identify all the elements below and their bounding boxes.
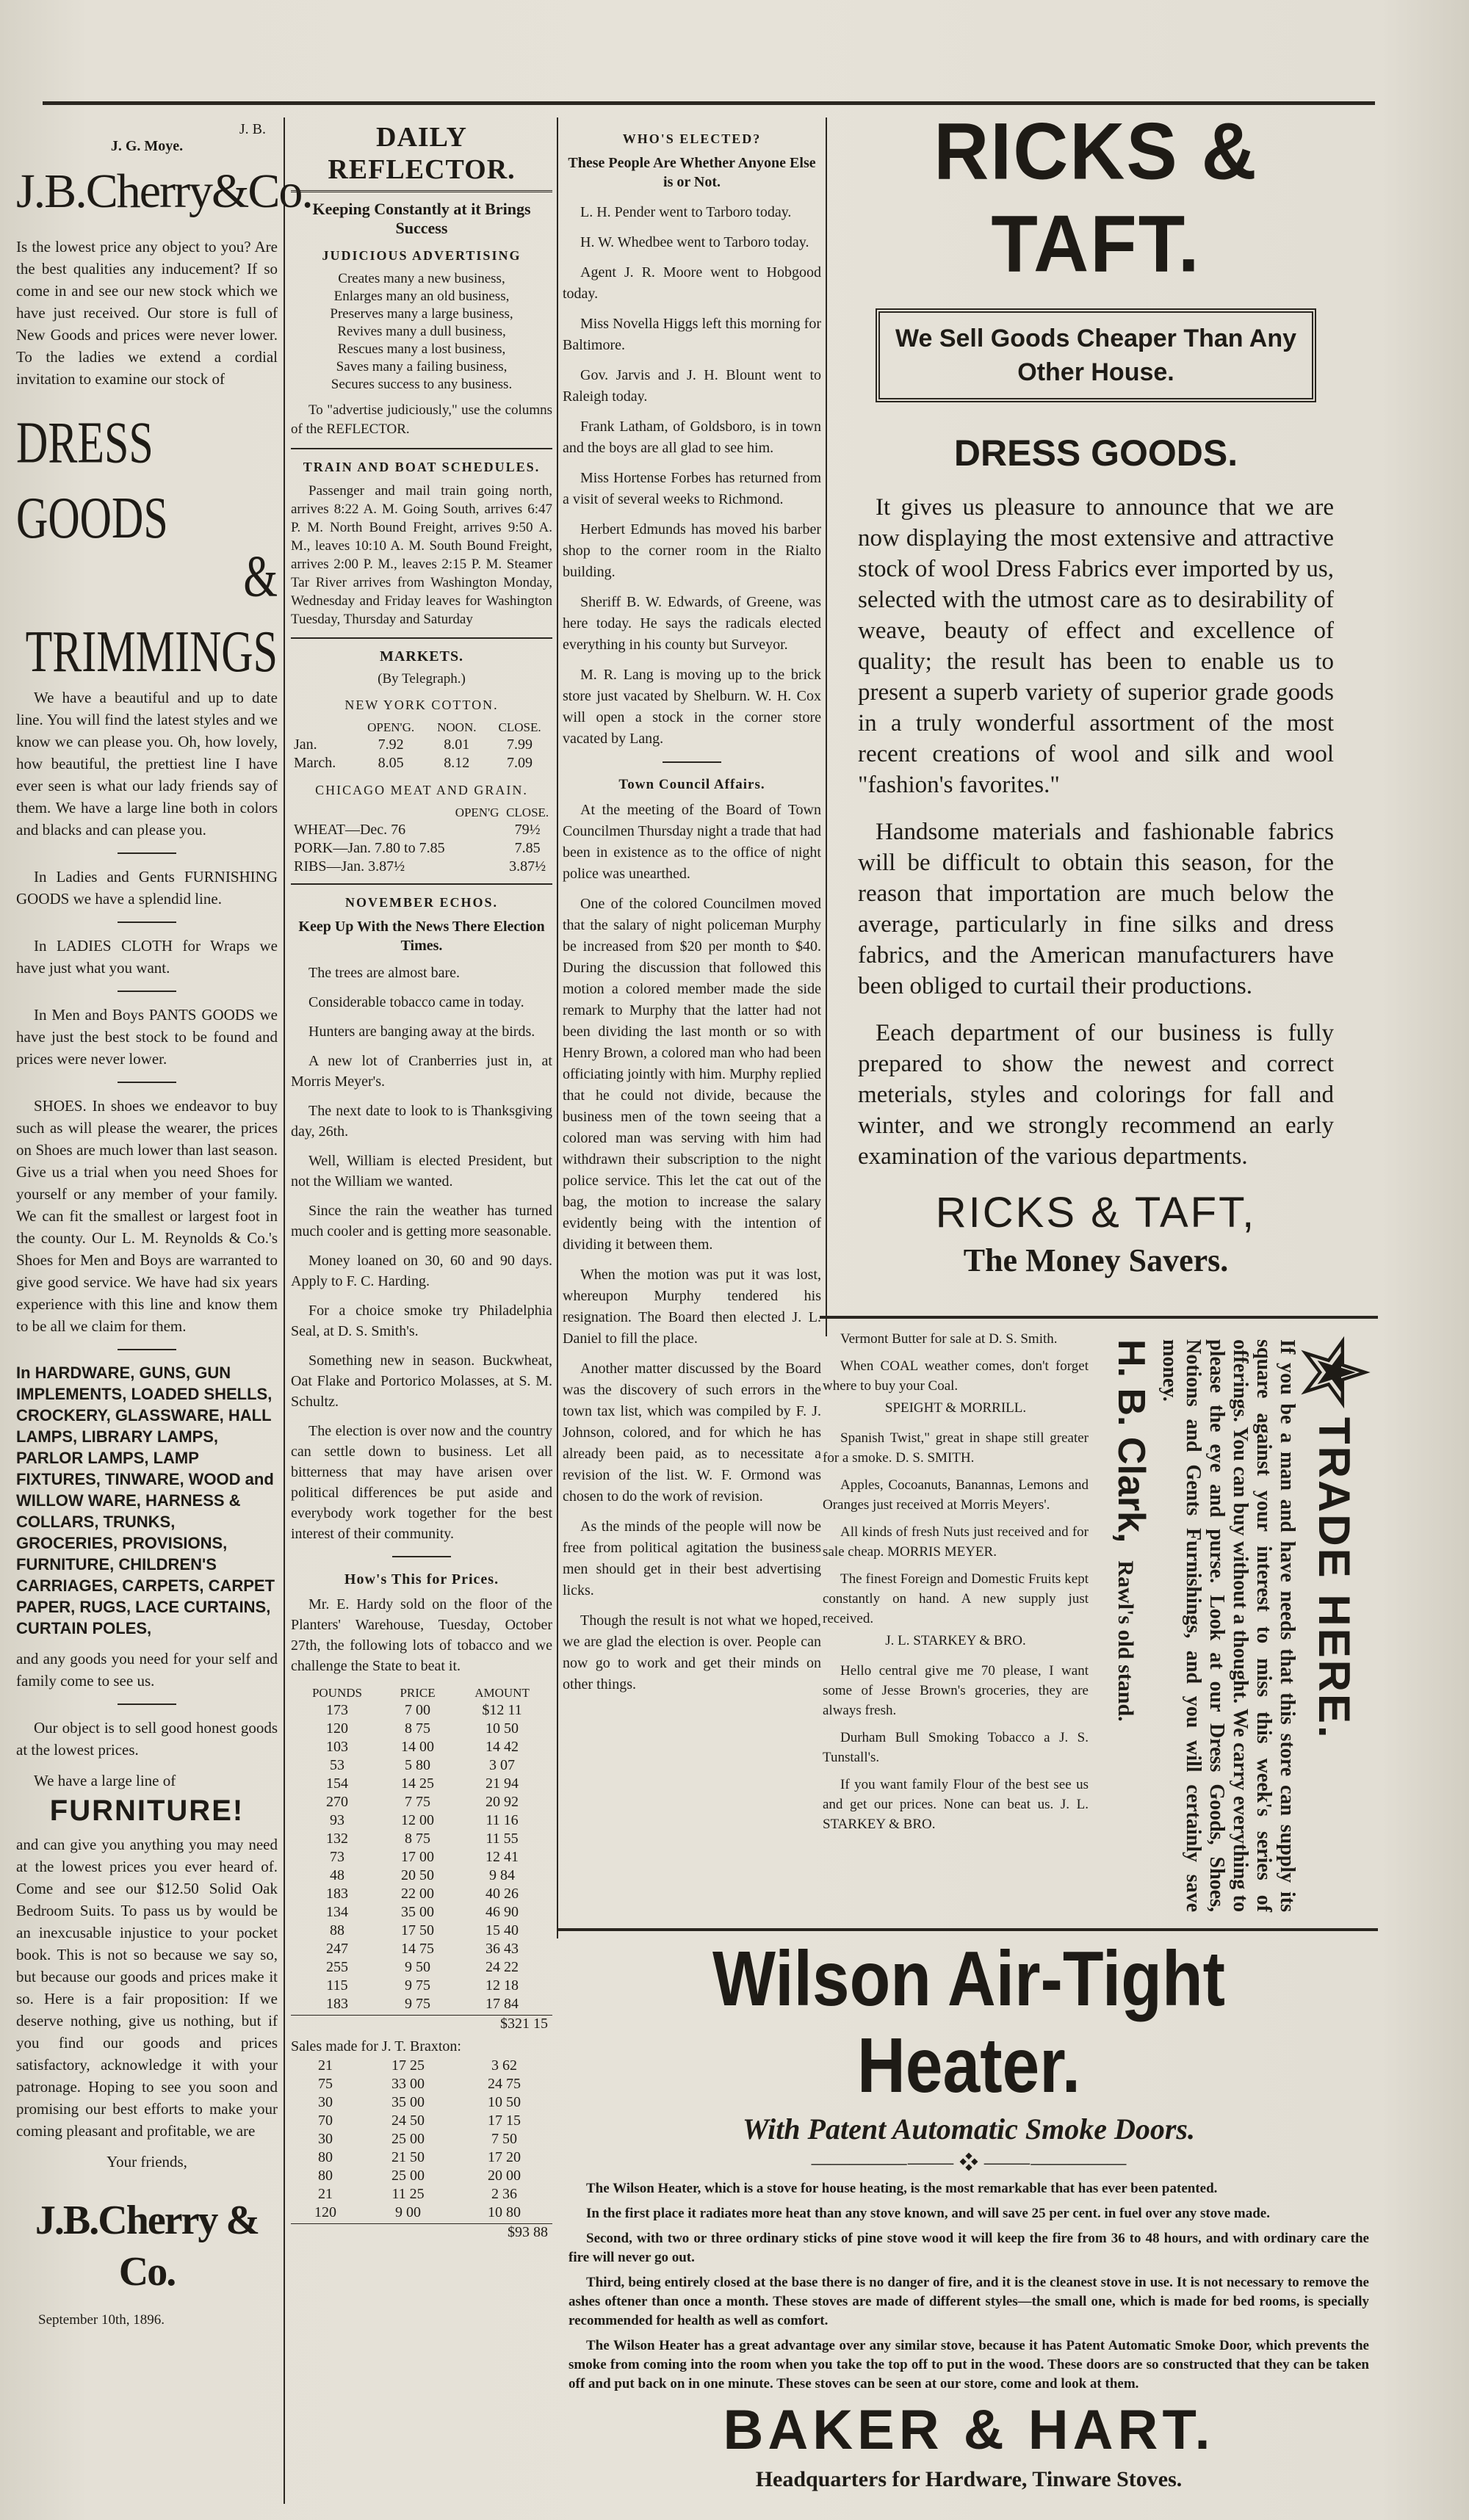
divider — [118, 1703, 176, 1705]
judicious-line: Preserves many a large business, — [330, 306, 513, 322]
trade-footer-row — [1109, 1339, 1153, 1912]
furnishing-text: In Ladies and Gents FURNISHING GOODS we have a splendid line. — [16, 868, 278, 908]
table-header-cell — [291, 720, 355, 736]
table-row — [291, 754, 552, 772]
table-cell: 21 94 — [486, 1775, 519, 1792]
ricks-paragraph: Eeach department of our business is fully prepared to show the newest and correct meterials, styles and colorings for fall and winter, and we strongly recommend an early examination of the various departments. — [858, 1020, 1334, 1170]
november-item: For a choice smoke try Philadelphia Seal, at D. S. Smith's. — [291, 1303, 552, 1339]
trade-stand: Rawl's old stand. — [1114, 1560, 1138, 1722]
table-header-cell: OPEN'G. — [367, 720, 415, 734]
table-cell: 21 — [317, 2186, 333, 2202]
table-cell: 30 — [317, 2131, 333, 2147]
hardware-list: In HARDWARE, GUNS, GUN IMPLEMENTS, LOADED SHELLS, CROCKERY, GLASSWARE, HALL LAMPS, LIBRARY LAMPS, PARLOR LAMPS, LAMP FIXTURES, TINWARE, WOOD and WILLOW WARE, HARNESS & COLLARS, TRUNKS, GROCERIES, PROVISIONS, FURNITURE, CHILDREN'S CARRIAGES, CARPETS, CARPET PAPER, RUGS, LACE CURTAINS, CURTAIN POLES, — [16, 1364, 275, 1637]
table-cell: 33 00 — [391, 2076, 425, 2092]
elected-item: Frank Latham, of Goldsboro, is in town and the boys are all glad to see him. — [563, 419, 821, 456]
table-cell: 2 36 — [491, 2186, 517, 2202]
table-cell: 25 00 — [391, 2131, 425, 2147]
table-row — [291, 2075, 552, 2093]
table-cell: 17 50 — [401, 1922, 435, 1938]
november-subtitle: Keep Up With the News There Election Times. — [298, 919, 545, 954]
elected-item: M. R. Lang is moving up to the brick store just vacated by Shelburn. W. H. Cox will open a stock in the corner store vacated by Lang. — [563, 667, 821, 747]
table-cell: 5 80 — [405, 1757, 431, 1773]
ricks-paragraphs — [829, 492, 1363, 1172]
table-cell: Jan. — [294, 736, 317, 753]
tagline: Keeping Constantly at it Brings Success — [312, 200, 531, 237]
table-cell: 14 75 — [401, 1941, 435, 1957]
beautiful-text: We have a beautiful and up to date line. You will find the latest styles and we know we can please you. Oh, how lovely, how beautiful, the prettiest line I have ever seen is what our lady friends say of them. We have a large line both in colors and blacks and can please you. — [16, 689, 278, 839]
table-header-cell: CLOSE. — [498, 720, 541, 734]
ricks-paragraph: Handsome materials and fashionable fabrics will be difficult to obtain this season, for the reason that importation are much below the average, particularly in fine silks and dress fabrics, and the American manufacturers have been obliged to curtail their productions. — [858, 819, 1334, 999]
table-cell: 7.92 — [378, 736, 404, 753]
table-cell: 35 00 — [391, 2094, 425, 2110]
table-cell: 7.09 — [507, 755, 533, 771]
trade-title: TRADE HERE. — [1310, 1417, 1360, 1740]
november-item: Considerable tobacco came in today. — [308, 994, 524, 1010]
cheaper-box: We Sell Goods Cheaper Than Any Other House. — [876, 308, 1316, 402]
trade-header-row — [1302, 1339, 1368, 1912]
table-cell: 88 — [329, 1922, 344, 1938]
table-cell: 75 — [317, 2076, 333, 2092]
chicago-title: CHICAGO MEAT AND GRAIN. — [315, 783, 528, 797]
judicious-title: JUDICIOUS ADVERTISING — [322, 248, 521, 263]
shoes-text: SHOES. In shoes we endeavor to buy such as will please the wearer, the prices on Shoes are much lower than last season. Give us a trial when you need Shoes for yourself or any member of your family. We can fit the smallest or largest foot in the county. Our L. M. Reynolds & Co.'s Shoes for Men and Boys are warranted to give good service. We have had six years experience with this line and know them to be all we claim for them. — [16, 1097, 278, 1335]
table-row — [291, 1958, 552, 1977]
table-cell — [452, 821, 502, 839]
table-cell: 9 75 — [405, 1977, 431, 1994]
table-cell: 24 22 — [486, 1959, 519, 1975]
elected-item: L. H. Pender went to Tarboro today. — [580, 204, 792, 220]
table-cell: 53 — [329, 1757, 344, 1773]
date-line: September 10th, 1896. — [38, 2312, 165, 2328]
local-item: Durham Bull Smoking Tobacco a J. S. Tunstall's. — [823, 1730, 1089, 1765]
table-cell: March. — [294, 755, 336, 771]
november-item: Since the rain the weather has turned much cooler and is getting more seasonable. — [291, 1203, 552, 1239]
table-cell: 21 50 — [391, 2149, 425, 2165]
elected-item: Miss Novella Higgs left this morning for Baltimore. — [563, 316, 821, 353]
braxton-table — [291, 2057, 552, 2222]
divider — [291, 637, 552, 639]
table-row — [291, 1848, 552, 1867]
november-item: The election is over now and the country can settle down to business. Let all bitterness that may have arisen over political differences be put aside and everybody work together for the best interest of their community. — [291, 1423, 552, 1542]
dress-goods-heading: DRESS GOODS. — [953, 432, 1238, 474]
divider — [118, 852, 176, 854]
column-rule — [557, 117, 558, 1938]
table-cell: 132 — [325, 1831, 348, 1847]
markets-title: MARKETS. — [379, 648, 464, 665]
ricks-title: RICKS & TAFT. — [934, 107, 1258, 289]
elected-item: Agent J. R. Moore went to Hobgood today. — [563, 264, 821, 302]
table-cell: 9 75 — [405, 1996, 431, 2012]
table-cell: 15 40 — [486, 1922, 519, 1938]
wilson-paragraph: Third, being entirely closed at the base there is no danger of fire, and it is the cleanest stove in use. It is not necessary to remove the ashes oftener than once a month. These stoves are made of different styles—the small one, which is made for bed rooms, is specially recommended for health as well as comfort. — [569, 2275, 1369, 2328]
table-cell: 20 00 — [487, 2168, 521, 2184]
signer-line: J. L. STARKEY & BRO. — [885, 1633, 1026, 1648]
table-cell: 46 90 — [486, 1904, 519, 1920]
divider — [118, 1349, 176, 1350]
table-header-row — [291, 805, 552, 821]
table-row — [291, 1775, 552, 1793]
cotton-table — [291, 720, 552, 772]
divider — [118, 922, 176, 923]
table-cell: 134 — [325, 1904, 348, 1920]
table-cell: 20 50 — [401, 1867, 435, 1883]
intro-text: Is the lowest price any object to you? Are the best qualities any inducement? If so come in and see our new stock which we have just received. Our store is full of New Goods and prices were never lower. To the ladies we extend a cordial invitation to examine our stock of — [16, 238, 278, 388]
council-title: Town Council Affairs. — [618, 777, 765, 792]
table-cell: PORK—Jan. 7.80 to 7.85 — [294, 840, 445, 856]
table-header-cell: NOON. — [437, 720, 477, 734]
baker-hart-title: BAKER & HART. — [723, 2399, 1215, 2461]
table-row — [291, 1811, 552, 1830]
table-cell: 3 62 — [491, 2057, 517, 2074]
table-row — [291, 2057, 552, 2075]
cloth-text: In LADIES CLOTH for Wraps we have just what you want. — [16, 937, 278, 977]
baker-hart-sub: Headquarters for Hardware, Tinware Stoves. — [755, 2467, 1183, 2491]
divider — [291, 448, 552, 449]
table-cell: 183 — [325, 1996, 348, 2012]
whos-elected-subtitle: These People Are Whether Anyone Else is or Not. — [568, 155, 816, 190]
table-row — [291, 1756, 552, 1775]
table-cell: 247 — [325, 1941, 348, 1957]
table-cell: 9 50 — [405, 1959, 431, 1975]
table-cell: 12 18 — [486, 1977, 519, 1994]
table-cell: 11 25 — [391, 2186, 425, 2202]
elected-item: Gov. Jarvis and J. H. Blount went to Raleigh today. — [563, 367, 821, 405]
divider — [820, 1316, 1378, 1319]
chicago-table — [291, 805, 552, 876]
judicious-list — [291, 270, 552, 394]
divider — [558, 1928, 1378, 1931]
november-title: NOVEMBER ECHOS. — [344, 895, 499, 910]
elected-item: Herbert Edmunds has moved his barber shop to the corner room in the Rialto building. — [563, 521, 821, 580]
table-row — [291, 1977, 552, 1995]
whos-elected-column — [563, 121, 821, 1920]
table-cell: 8.12 — [444, 755, 470, 771]
trade-text: If you be a man and have needs that this store can supply its square against your interest to miss this week's series of offerings. You can buy without a thought. We carry everything to please the eye and purse. Look at our Dress Goods, Shoes, Notions and Gents Furnishings, and you will certainly save money. — [1158, 1339, 1299, 1912]
reflector-column — [291, 121, 552, 2508]
table-cell — [452, 858, 502, 876]
prices-text: Mr. E. Hardy sold on the floor of the Planters' Warehouse, Tuesday, October 27th, the following lots of tobacco and we challenge the State to beat it. — [291, 1596, 552, 1674]
ricks-paragraph: It gives us pleasure to announce that we are now displaying the most extensive and attractive stock of wool Dress Fabrics ever imported by us, selected with the utmost care as to desirability of weave, beauty of effect and excellence of quality; the result has been to enable us to present a superb variety of superior grade goods in a truly wonderful assortment of the most recent creations of wool and silk and wool "fashion's favorites." — [858, 494, 1334, 798]
wilson-heater-ad — [561, 1936, 1376, 2508]
council-list — [563, 800, 821, 1695]
november-item: The trees are almost bare. — [308, 965, 461, 981]
pants-text: In Men and Boys PANTS GOODS we have just the best stock to be found and prices were never lower. — [16, 1006, 278, 1068]
trade-here-ad — [1093, 1325, 1374, 1927]
table-cell: 80 — [317, 2168, 333, 2184]
trade-name: H. B. Clark, — [1110, 1339, 1152, 1543]
train-title: TRAIN AND BOAT SCHEDULES. — [303, 460, 541, 474]
column-rule — [284, 117, 285, 2504]
table-cell: 7 00 — [405, 1702, 431, 1718]
table-cell: 25 00 — [391, 2168, 425, 2184]
local-item: All kinds of fresh Nuts just received and for sale cheap. MORRIS MEYER. — [823, 1524, 1089, 1560]
table-cell: 10 50 — [487, 2094, 521, 2110]
table-header-row — [291, 720, 552, 736]
table-cell: 14 00 — [401, 1739, 435, 1755]
signature: J.B.Cherry & Co. — [35, 2198, 259, 2295]
table-cell: 7.85 — [514, 840, 541, 856]
wilson-paragraph: The Wilson Heater, which is a stove for house heating, is the most remarkable that has ever been patented. — [586, 2181, 1218, 2196]
header-initials: J. B. — [239, 121, 266, 137]
table-row — [291, 2167, 552, 2185]
wilson-paragraph: The Wilson Heater has a great advantage over any similar stove, because it has Patent Automatic Smoke Door, which prevents the smoke from coming into the room when you take the top off to put in the wood. These doors are so constructed that they can be taken off and put back on in one minute. These stoves can be seen at our store, come and look at them. — [569, 2338, 1369, 2392]
local-item: If you want family Flour of the best see us and get our prices. None can beat us. J. L. STARKEY & BRO. — [823, 1777, 1089, 1832]
table-row — [291, 1701, 552, 1720]
ricks-footer-name: RICKS & TAFT, — [935, 1189, 1257, 1237]
table-cell: 8.05 — [378, 755, 404, 771]
hardware-tail: and any goods you need for your self and family come to see us. — [16, 1650, 278, 1690]
wilson-paragraphs — [561, 2179, 1376, 2394]
table-row — [291, 1738, 552, 1756]
table-cell: 24 75 — [487, 2076, 521, 2092]
table-cell: 14 42 — [486, 1739, 519, 1755]
table-cell: 40 26 — [486, 1886, 519, 1902]
table-row — [291, 858, 552, 876]
divider — [118, 991, 176, 992]
braxton-total: $93 88 — [291, 2223, 552, 2241]
table-header-row — [291, 1685, 552, 1701]
table-cell: 79½ — [514, 822, 541, 838]
table-row — [291, 1830, 552, 1848]
table-row — [291, 1903, 552, 1922]
table-cell: 115 — [326, 1977, 348, 1994]
masthead: DAILY REFLECTOR. — [291, 121, 552, 192]
large-line-text: We have a large line of — [34, 1772, 176, 1789]
table-cell: 8 75 — [405, 1720, 431, 1737]
judicious-line: Revives many a dull business, — [337, 324, 506, 339]
table-cell: 22 00 — [401, 1886, 435, 1902]
wilson-paragraph: Second, with two or three ordinary sticks of pine stove wood it will keep the fire from 36 to 48 hours, and with ordinary care the fire will never go out. — [569, 2231, 1369, 2265]
table-cell: 9 00 — [394, 2204, 421, 2220]
wilson-subtitle: With Patent Automatic Smoke Doors. — [743, 2112, 1195, 2146]
table-cell: 24 50 — [391, 2112, 425, 2129]
table-header-cell: OPEN'G — [455, 805, 499, 819]
table-cell: 48 — [329, 1867, 344, 1883]
november-item: Hunters are banging away at the birds. — [308, 1024, 535, 1040]
table-row — [291, 2185, 552, 2204]
locals-column — [823, 1329, 1089, 1924]
table-cell: 3.87½ — [509, 858, 546, 875]
divider — [392, 1556, 451, 1557]
table-cell: 120 — [325, 1720, 348, 1737]
table-cell: WHEAT—Dec. 76 — [294, 822, 406, 838]
markets-subtitle: (By Telegraph.) — [378, 671, 466, 687]
star-icon — [1302, 1339, 1368, 1405]
table-cell: 35 00 — [401, 1904, 435, 1920]
locals-list — [823, 1329, 1089, 1834]
whos-elected-title: WHO'S ELECTED? — [622, 131, 762, 146]
table-cell: 8.01 — [444, 736, 470, 753]
elected-item: Sheriff B. W. Edwards, of Greene, was here today. He says the radicals elected everything in his county but Surveyor. — [563, 594, 821, 653]
prices-total: $321 15 — [291, 2015, 552, 2032]
table-row — [291, 2093, 552, 2112]
table-cell: 10 80 — [487, 2204, 521, 2220]
council-paragraph: When the motion was put it was lost, whereupon Murphy tendered his resignation. The Board then elected J. L. Daniel to fill the place. — [563, 1267, 821, 1347]
ornament-divider: —————⸻ ❖ ⸻————— — [811, 2152, 1127, 2173]
train-text: Passenger and mail train going north, arrives 8:22 A. M. Going South, arrives 6:47 P. M. North Bound Freight, arrives 9:50 A. M., leaves 10:10 A. M. South Bound Freight, arrives 2:00 P. M., leaves 2:15 P. M. Steamer Tar River arrives from Washington Monday, Wednesday and Friday leaves for Washington Tuesday, Thursday and Saturday — [291, 483, 552, 627]
november-item: Something new in season. Buckwheat, Oat Flake and Portorico Molasses, at S. M. Schultz. — [291, 1353, 552, 1410]
council-paragraph: One of the colored Councilmen moved that the salary of night policeman Murphy be increased from $20 per month to $40. During the discussion that followed this motion a colored member made the side remark to Murphy that the latter had not been dividing the last month or so with Henry Brown, a colored man who had been officiating jointly with him. Murphy replied that he could not divide, because the business men of the town seeing that a colored man was serving with him had withdrawn their subscription to the night police service. This let the cat out of the bag, the motion to increase the salary evidently being with the intention of dividing it between them. — [563, 896, 821, 1253]
furniture-text: and can give you anything you may need at the lowest prices you ever heard of. Come and see our $12.50 Solid Oak Bedroom Suits. To pass us by would be an inexcusable injustice to your pocket book. This is not so because we say so, but because our goods and prices make it so. Here is a fair proposition: If we deserve nothing, give us nothing, but if you find our goods and prices satisfactory, acknowledge it with your patronage. Hoping to see you soon and promising our best efforts to make your coming pleasant and profitable, we are — [16, 1836, 278, 2140]
table-row — [291, 1867, 552, 1885]
local-item: The finest Foreign and Domestic Fruits kept constantly on hand. A new supply just received. — [823, 1571, 1089, 1626]
table-header-cell: PRICE — [400, 1686, 436, 1700]
table-cell: 7.99 — [507, 736, 533, 753]
cotton-title: NEW YORK COTTON. — [344, 698, 499, 712]
table-cell: 30 — [317, 2094, 333, 2110]
judicious-line: Secures success to any business. — [331, 377, 513, 392]
table-cell: 14 25 — [401, 1775, 435, 1792]
table-row — [291, 2112, 552, 2130]
table-cell — [452, 839, 502, 858]
table-row — [291, 1995, 552, 2013]
local-item: Apples, Cocoanuts, Banannas, Lemons and Oranges just received at Morris Meyers'. — [823, 1477, 1089, 1513]
november-item: The next date to look to is Thanksgiving day, 26th. — [291, 1103, 552, 1140]
table-cell: 73 — [329, 1849, 344, 1865]
council-paragraph: As the minds of the people will now be free from political agitation the business men should get in their best advertising licks. — [563, 1518, 821, 1598]
table-cell: 255 — [325, 1959, 348, 1975]
divider — [118, 1082, 176, 1083]
table-header-cell: AMOUNT — [474, 1686, 530, 1700]
wilson-title: Wilson Air-Tight Heater. — [712, 1936, 1225, 2109]
table-cell: 11 55 — [486, 1831, 519, 1847]
table-row — [291, 1793, 552, 1811]
table-row — [291, 1922, 552, 1940]
table-cell: 36 43 — [486, 1941, 519, 1957]
header-initials-row — [16, 121, 278, 138]
elected-item: H. W. Whedbee went to Tarboro today. — [580, 234, 809, 250]
table-row — [291, 2204, 552, 2222]
elected-item: Miss Hortense Forbes has returned from a visit of several weeks to Richmond. — [563, 470, 821, 507]
braxton-title: Sales made for J. T. Braxton: — [291, 2038, 461, 2054]
table-cell: 120 — [314, 2204, 336, 2220]
column-rule — [826, 117, 827, 1336]
elected-list — [563, 202, 821, 750]
signer-line: SPEIGHT & MORRILL. — [884, 1400, 1027, 1416]
table-cell: 17 00 — [401, 1849, 435, 1865]
judicious-line: Creates many a new business, — [338, 271, 505, 286]
table-cell: 70 — [317, 2112, 333, 2129]
table-cell: 17 20 — [487, 2149, 521, 2165]
table-cell: 173 — [325, 1702, 348, 1718]
table-cell: 270 — [325, 1794, 348, 1810]
council-paragraph: Though the result is not what we hoped, we are glad the election is over. People can now go to work and get their minds on other things. — [563, 1612, 821, 1692]
table-cell: $12 11 — [482, 1702, 522, 1718]
table-cell: 80 — [317, 2149, 333, 2165]
table-cell: 9 84 — [489, 1867, 516, 1883]
firm-name: J.B.Cherry&Co. — [16, 164, 312, 218]
ricks-footer-sub: The Money Savers. — [963, 1242, 1229, 1278]
table-cell: 12 41 — [486, 1849, 519, 1865]
object-text: Our object is to sell good honest goods at the lowest prices. — [16, 1719, 278, 1759]
advertise-note: To "advertise judiciously," use the columns of the REFLECTOR. — [291, 402, 552, 437]
prices-title: How's This for Prices. — [344, 1571, 499, 1587]
table-cell: 17 84 — [486, 1996, 519, 2012]
table-cell: 17 15 — [487, 2112, 521, 2129]
table-header-cell: POUNDS — [311, 1686, 362, 1700]
table-cell: 7 50 — [491, 2131, 517, 2147]
header-names: J. G. Moye. — [110, 138, 184, 154]
table-cell: 154 — [325, 1775, 348, 1792]
judicious-line: Rescues many a lost business, — [337, 341, 506, 357]
november-item: Well, William is elected President, but not the William we wanted. — [291, 1153, 552, 1190]
wilson-paragraph: In the first place it radiates more heat than any stove known, and will save 25 per cent. in fuel over any stove made. — [586, 2206, 1270, 2221]
council-paragraph: At the meeting of the Board of Town Councilmen Thursday night a trade that had been in existence as to the office of night police was unearthed. — [563, 802, 821, 882]
november-list — [291, 963, 552, 1544]
local-item: Hello central give me 70 please, I want some of Jesse Brown's groceries, they are always fresh. — [823, 1663, 1089, 1718]
table-cell: RIBS—Jan. 3.87½ — [294, 858, 405, 875]
table-cell: 183 — [325, 1886, 348, 1902]
dress-goods-heading: DRESS GOODS — [16, 409, 168, 551]
table-row — [291, 2130, 552, 2148]
table-cell: 20 92 — [486, 1794, 519, 1810]
local-item: Spanish Twist," great in shape still greater for a smoke. D. S. SMITH. — [823, 1430, 1089, 1466]
table-row — [291, 1720, 552, 1738]
table-header-cell: CLOSE. — [506, 805, 549, 819]
table-cell: 21 — [317, 2057, 333, 2074]
table-cell: 17 25 — [391, 2057, 425, 2074]
table-row — [291, 736, 552, 754]
table-cell: 12 00 — [401, 1812, 435, 1828]
top-rule — [43, 101, 1375, 105]
table-cell: 93 — [329, 1812, 344, 1828]
divider — [291, 883, 552, 885]
november-item: A new lot of Cranberries just in, at Morris Meyer's. — [291, 1053, 552, 1090]
table-cell: 7 75 — [405, 1794, 431, 1810]
ricks-taft-ad — [829, 107, 1363, 1314]
trimmings-heading: & TRIMMINGS — [25, 543, 278, 684]
table-row — [291, 1940, 552, 1958]
table-row — [291, 1885, 552, 1903]
your-friends: Your friends, — [107, 2153, 187, 2170]
table-row — [291, 821, 552, 839]
table-cell: 11 16 — [486, 1812, 519, 1828]
judicious-line: Saves many a failing business, — [336, 359, 508, 374]
divider — [663, 761, 721, 763]
local-item: Vermont Butter for sale at D. S. Smith. — [840, 1331, 1058, 1347]
table-cell: 8 75 — [405, 1831, 431, 1847]
table-cell: 3 07 — [489, 1757, 516, 1773]
prices-table — [291, 1685, 552, 2013]
judicious-line: Enlarges many an old business, — [333, 289, 510, 304]
table-header-cell — [291, 805, 452, 821]
november-item: Money loaned on 30, 60 and 90 days. Apply to F. C. Harding. — [291, 1253, 552, 1289]
table-row — [291, 2148, 552, 2167]
council-paragraph: Another matter discussed by the Board was the discovery of such errors in the town tax list, which was compiled by F. J. Johnson, colored, and for which he has already been paid, as to necessitate a revision of the list. W. F. Ormond was chosen to do the work of revision. — [563, 1361, 821, 1505]
local-item: When COAL weather comes, don't forget where to buy your Coal. — [823, 1358, 1089, 1394]
furniture-heading: FURNITURE! — [49, 1795, 245, 1827]
table-cell: 103 — [325, 1739, 348, 1755]
trade-rotated — [1093, 1325, 1374, 1927]
table-row — [291, 839, 552, 858]
table-cell: 10 50 — [486, 1720, 519, 1737]
